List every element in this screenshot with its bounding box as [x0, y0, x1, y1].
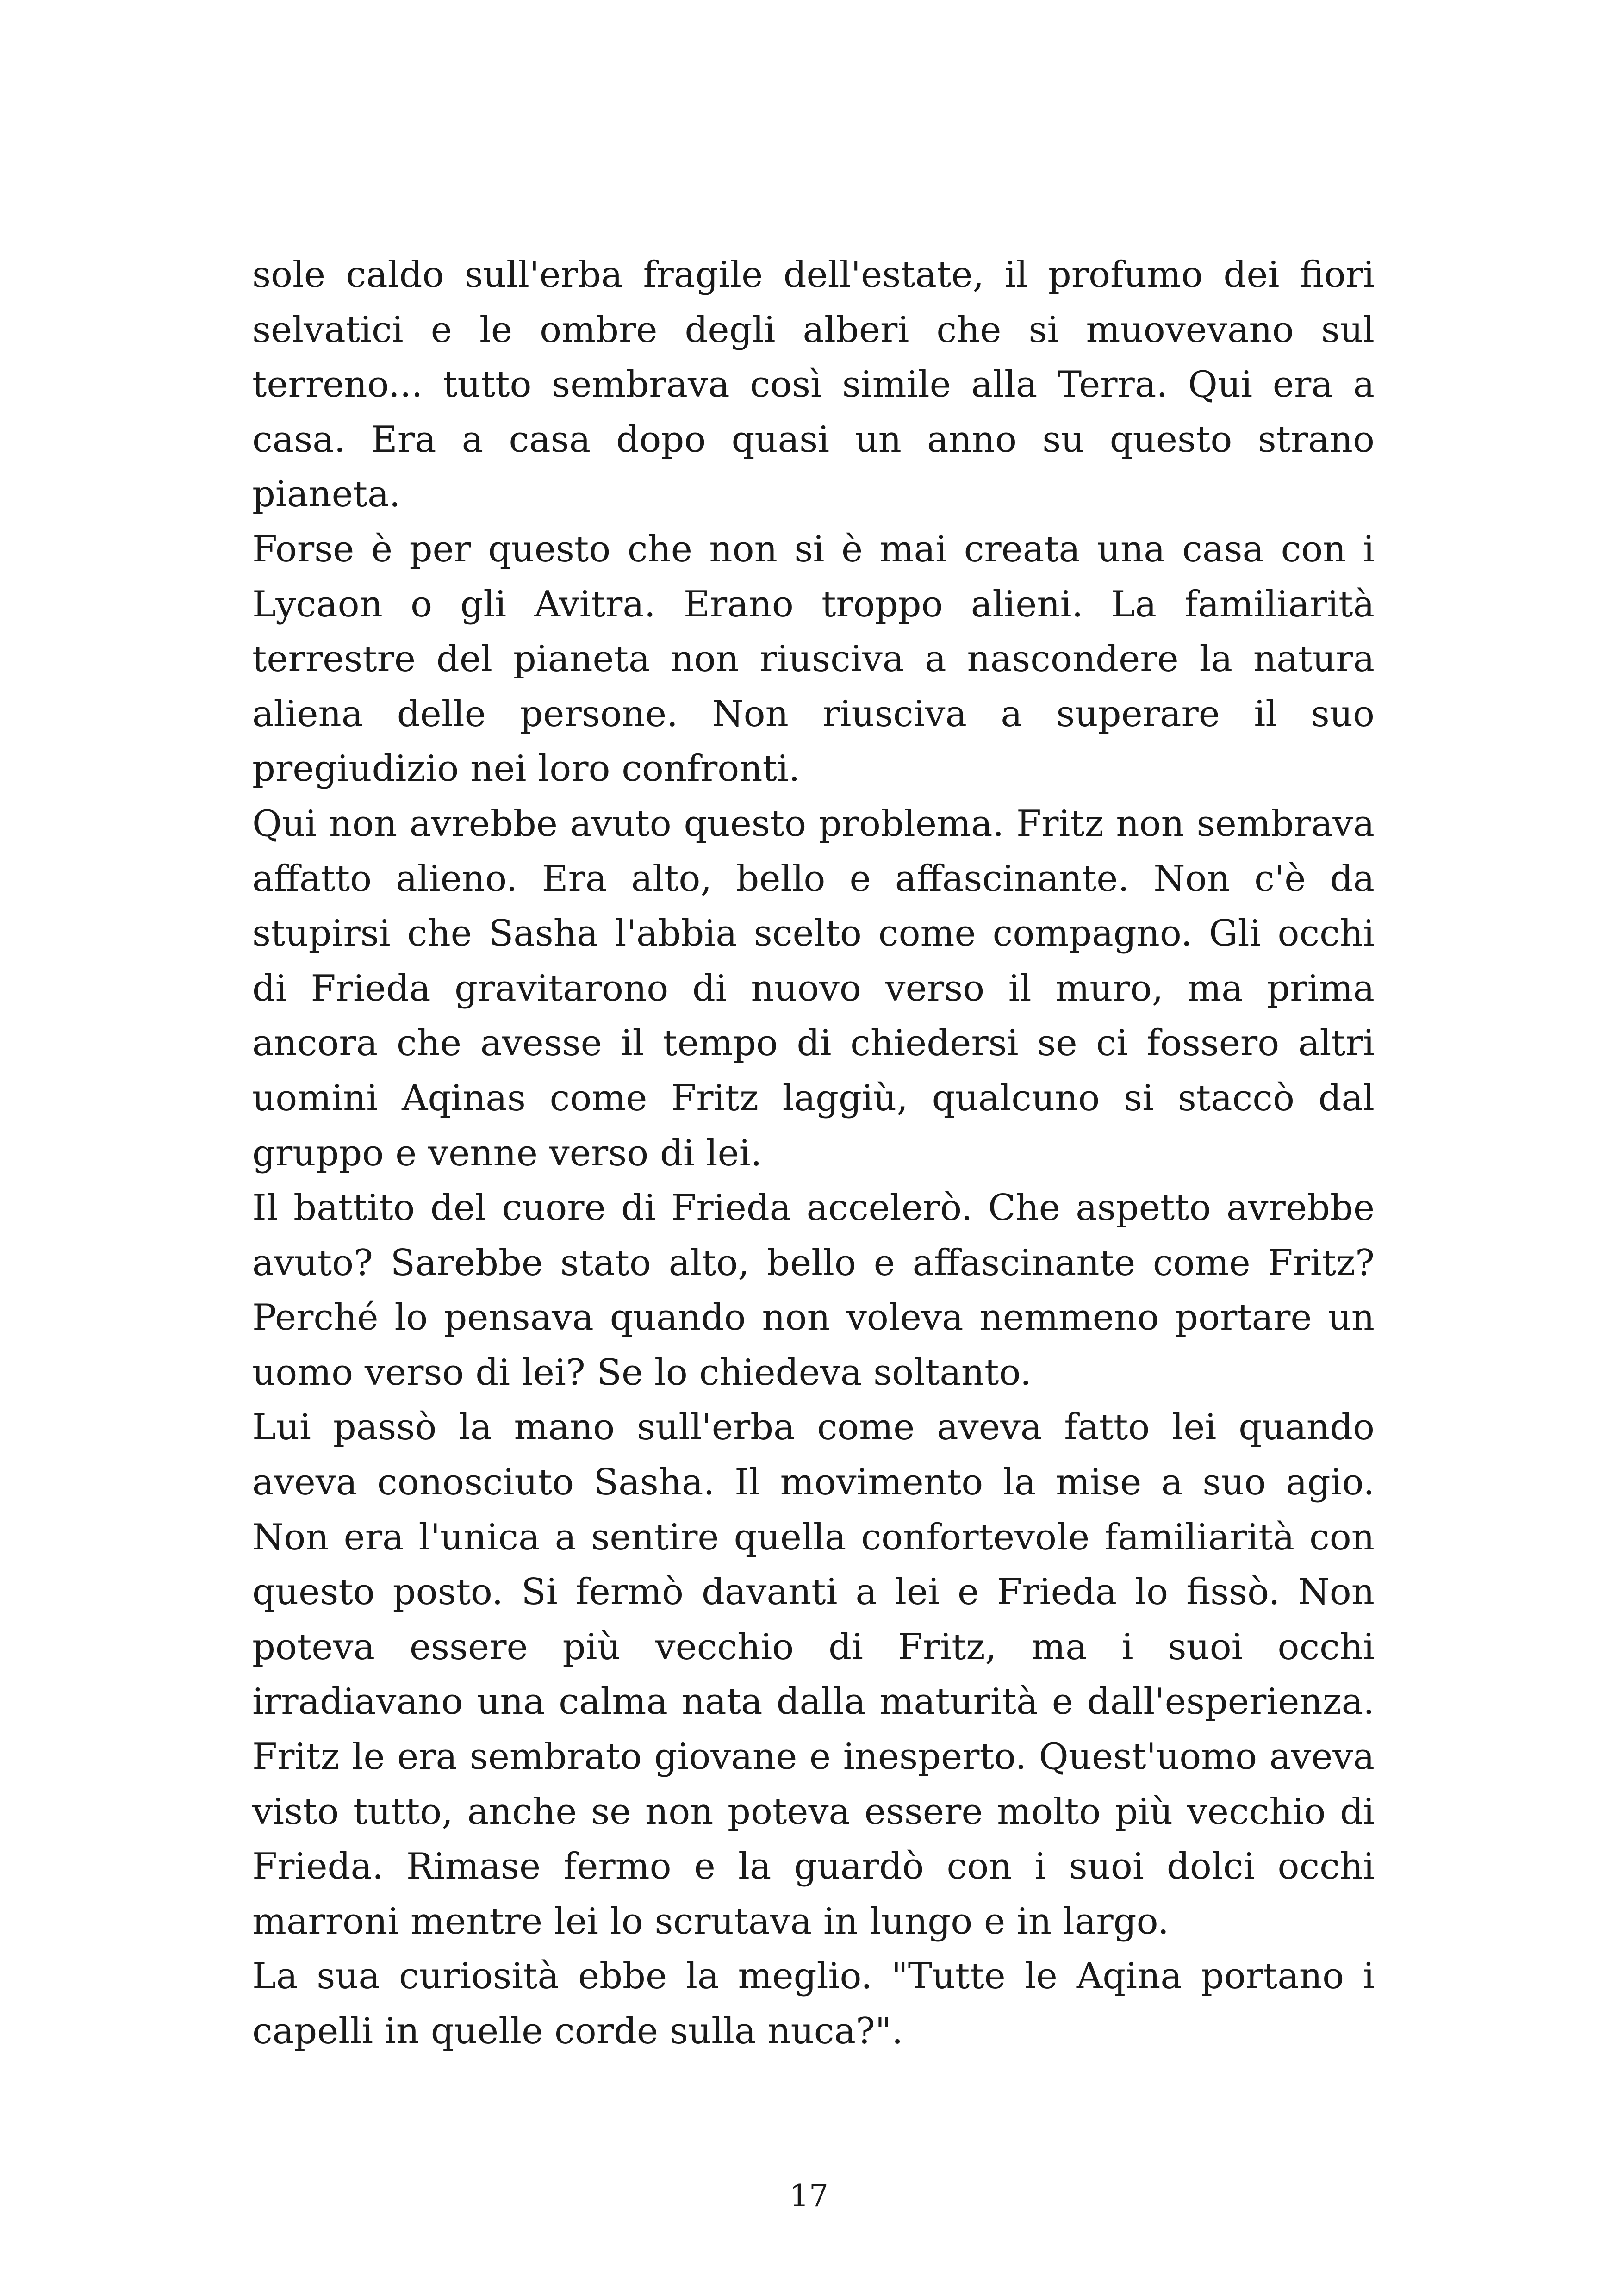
paragraph-1: sole caldo sull'erba fragile dell'estate, il profumo dei fiori selvatici e le ombre degli alberi che si muovevano sul terreno... tutto sembrava così simile alla Terra. Qui era a casa. Era a casa dopo quasi un anno su questo strano pianeta.	[252, 254, 1375, 516]
paragraph-4: Il battito del cuore di Frieda accelerò. Che aspetto avrebbe avuto? Sarebbe stato alto, bello e affascinante come Fritz? Perché lo pensava quando non voleva nemmeno portare un uomo verso di lei? Se lo chiedeva soltanto.	[252, 1187, 1375, 1394]
paragraph-6: La sua curiosità ebbe la meglio. "Tutte le Aqina portano i capelli in quelle corde sulla nuca?".	[252, 1955, 1375, 2052]
paragraph-5: Lui passò la mano sull'erba come aveva fatto lei quando aveva conosciuto Sasha. Il movimento la mise a suo agio. Non era l'unica a sentire quella confortevole familiarità con questo posto. Si fermò davanti a lei e Frieda lo fissò. Non poteva essere più vecchio di Fritz, ma i suoi occhi irradiavano una calma nata dalla maturità e dall'esperienza. Fritz le era sembrato giovane e inesperto. Quest'uomo aveva visto tutto, anche se non poteva essere molto più vecchio di Frieda. Rimase fermo e la guardò con i suoi dolci occhi marroni mentre lei lo scrutava in lungo e in largo.	[252, 1406, 1375, 1942]
body-text	[252, 248, 1375, 2059]
paragraph-2: Forse è per questo che non si è mai creata una casa con i Lycaon o gli Avitra. Erano troppo alieni. La familiarità terrestre del pianeta non riusciva a nascondere la natura aliena delle persone. Non riusciva a superare il suo pregiudizio nei loro confronti.	[252, 528, 1375, 790]
paragraph-3: Qui non avrebbe avuto questo problema. Fritz non sembrava affatto alieno. Era alto, bello e affascinante. Non c'è da stupirsi che Sasha l'abbia scelto come compagno. Gli occhi di Frieda gravitarono di nuovo verso il muro, ma prima ancora che avesse il tempo di chiedersi se ci fossero altri uomini Aqinas come Fritz laggiù, qualcuno si staccò dal gruppo e venne verso di lei.	[252, 803, 1375, 1174]
page-number: 17	[790, 2178, 828, 2214]
